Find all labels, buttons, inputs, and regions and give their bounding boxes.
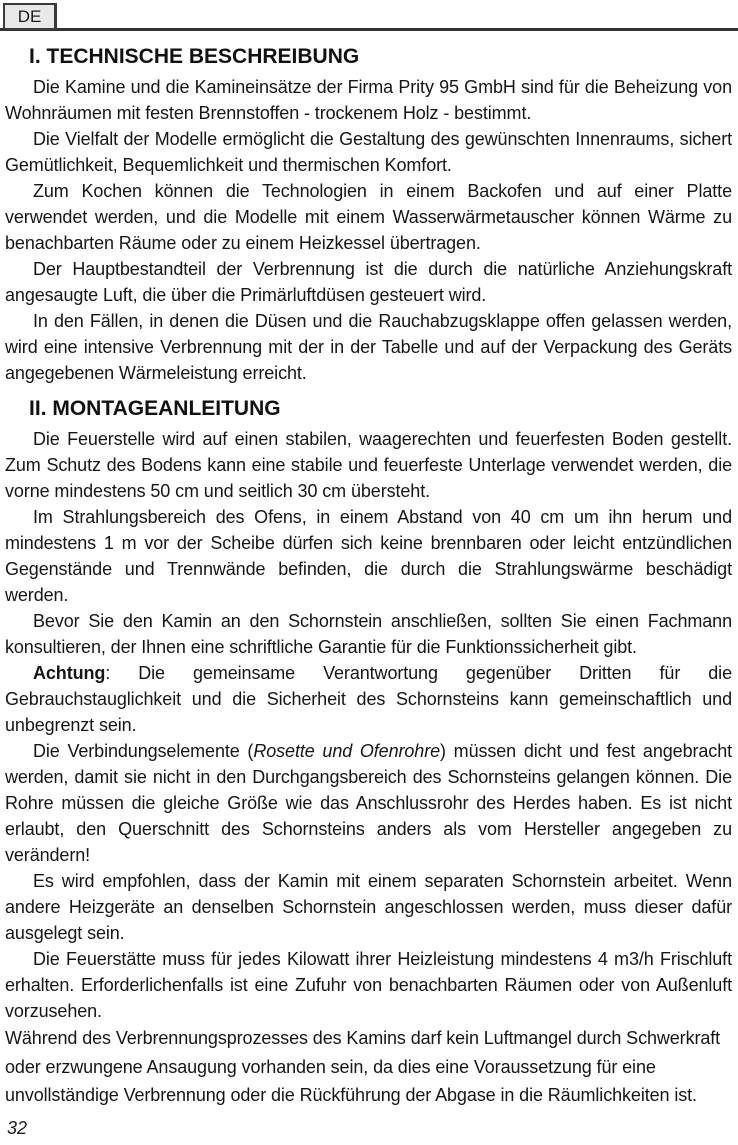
paragraph	[5, 426, 732, 504]
text-segment: In den Fällen, in denen die Düsen und die Rauchabzugsklappe offen gelassen werden, wird eine intensive Verbrennung mit der in der Tabelle und auf der Verpackung des Geräts angegebenen Wärmeleistung erreicht.	[5, 311, 732, 383]
text-segment: Die Verbindungselemente (	[33, 741, 254, 761]
text-segment: Die Feuerstätte muss für jedes Kilowatt ihrer Heizleistung mindestens 4 m3/h Frischluft erhalten. Erforderlichenfalls ist eine Zufuhr von benachbarten Räumen oder von Außenluft vorzusehen.	[5, 949, 732, 1021]
text-segment: Rosette und Ofenrohre	[253, 741, 441, 761]
text-segment: Es wird empfohlen, dass der Kamin mit einem separaten Schornstein arbeitet. Wenn andere Heizgeräte an denselben Schornstein angeschlossen werden, muss dieser dafür ausgelegt sein.	[5, 871, 732, 943]
document-content	[5, 42, 732, 1110]
text-segment: Achtung	[33, 663, 106, 683]
text-segment: ) müssen dicht und fest angebracht werden, damit sie nicht in den Durchgangsbereich des Schornsteins gelangen können. Die Rohre müssen die gleiche Größe wie das Anschlussrohr des Herdes haben. Es ist nicht erlaubt, den Querschnitt des Schornsteins anders als vom Hersteller angegeben zu verändern!	[5, 741, 733, 865]
paragraph	[5, 1024, 732, 1110]
text-segment: Die Kamine und die Kamineinsätze der Firma Prity 95 GmbH sind für die Beheizung von Wohnräumen mit festen Brennstoffen - trockenem Holz - bestimmt.	[5, 77, 732, 123]
paragraph	[5, 504, 732, 608]
text-segment: Zum Kochen können die Technologien in einem Backofen und auf einer Platte verwendet werden, und die Modelle mit einem Wasserwärmetauscher können Wärme zu benachbarten Räume oder zu einem Heizkessel übertragen.	[5, 181, 732, 253]
paragraph	[5, 126, 732, 178]
section-heading: I. TECHNISCHE BESCHREIBUNG	[29, 45, 360, 68]
page-number: 32	[7, 1118, 28, 1138]
paragraph	[5, 738, 732, 868]
paragraph	[5, 74, 732, 126]
header-rule	[0, 28, 738, 31]
text-segment: Der Hauptbestandteil der Verbrennung ist die durch die natürliche Anziehungskraft angesaugte Luft, die über die Primärluftdüsen gesteuert wird.	[5, 259, 732, 305]
text-segment: Im Strahlungsbereich des Ofens, in einem Abstand von 40 cm um ihn herum und mindestens 1 m vor der Scheibe dürfen sich keine brennbaren oder leicht entzündlichen Gegenstände und Trennwände befinden, die durch die Strahlungswärme beschädigt werden.	[5, 507, 732, 605]
paragraph	[5, 608, 732, 660]
text-segment: Bevor Sie den Kamin an den Schornstein anschließen, sollten Sie einen Fachmann konsultieren, der Ihnen eine schriftliche Garantie für die Funktionssicherheit gibt.	[5, 611, 732, 657]
text-segment: Die Vielfalt der Modelle ermöglicht die Gestaltung des gewünschten Innenraums, sichert Gemütlichkeit, Bequemlichkeit und thermischen Komfort.	[5, 129, 732, 175]
language-tab-label: DE	[17, 6, 42, 26]
paragraph	[5, 308, 732, 386]
paragraph	[5, 660, 732, 738]
paragraph	[5, 178, 732, 256]
text-segment: Während des Verbrennungsprozesses des Kamins darf kein Luftmangel durch Schwerkraft oder erzwungene Ansaugung vorhanden sein, da dies eine Voraussetzung für eine unvollständige Verbrennung oder die Rückführung der Abgase in die Räumlichkeiten ist.	[5, 1028, 721, 1105]
section-heading: II. MONTAGEANLEITUNG	[29, 397, 281, 420]
paragraph	[5, 946, 732, 1024]
text-segment: : Die gemeinsame Verantwortung gegenüber Dritten für die Gebrauchstauglichkeit und die Sicherheit des Schornsteins kann gemeinschaftlich und unbegrenzt sein.	[5, 663, 732, 735]
paragraph	[5, 868, 732, 946]
text-segment: Die Feuerstelle wird auf einen stabilen, waagerechten und feuerfesten Boden gestellt. Zum Schutz des Bodens kann eine stabile und feuerfeste Unterlage verwendet werden, die vorne mindestens 50 cm und seitlich 30 cm übersteht.	[5, 429, 732, 501]
language-tab	[3, 3, 57, 30]
paragraph	[5, 256, 732, 308]
